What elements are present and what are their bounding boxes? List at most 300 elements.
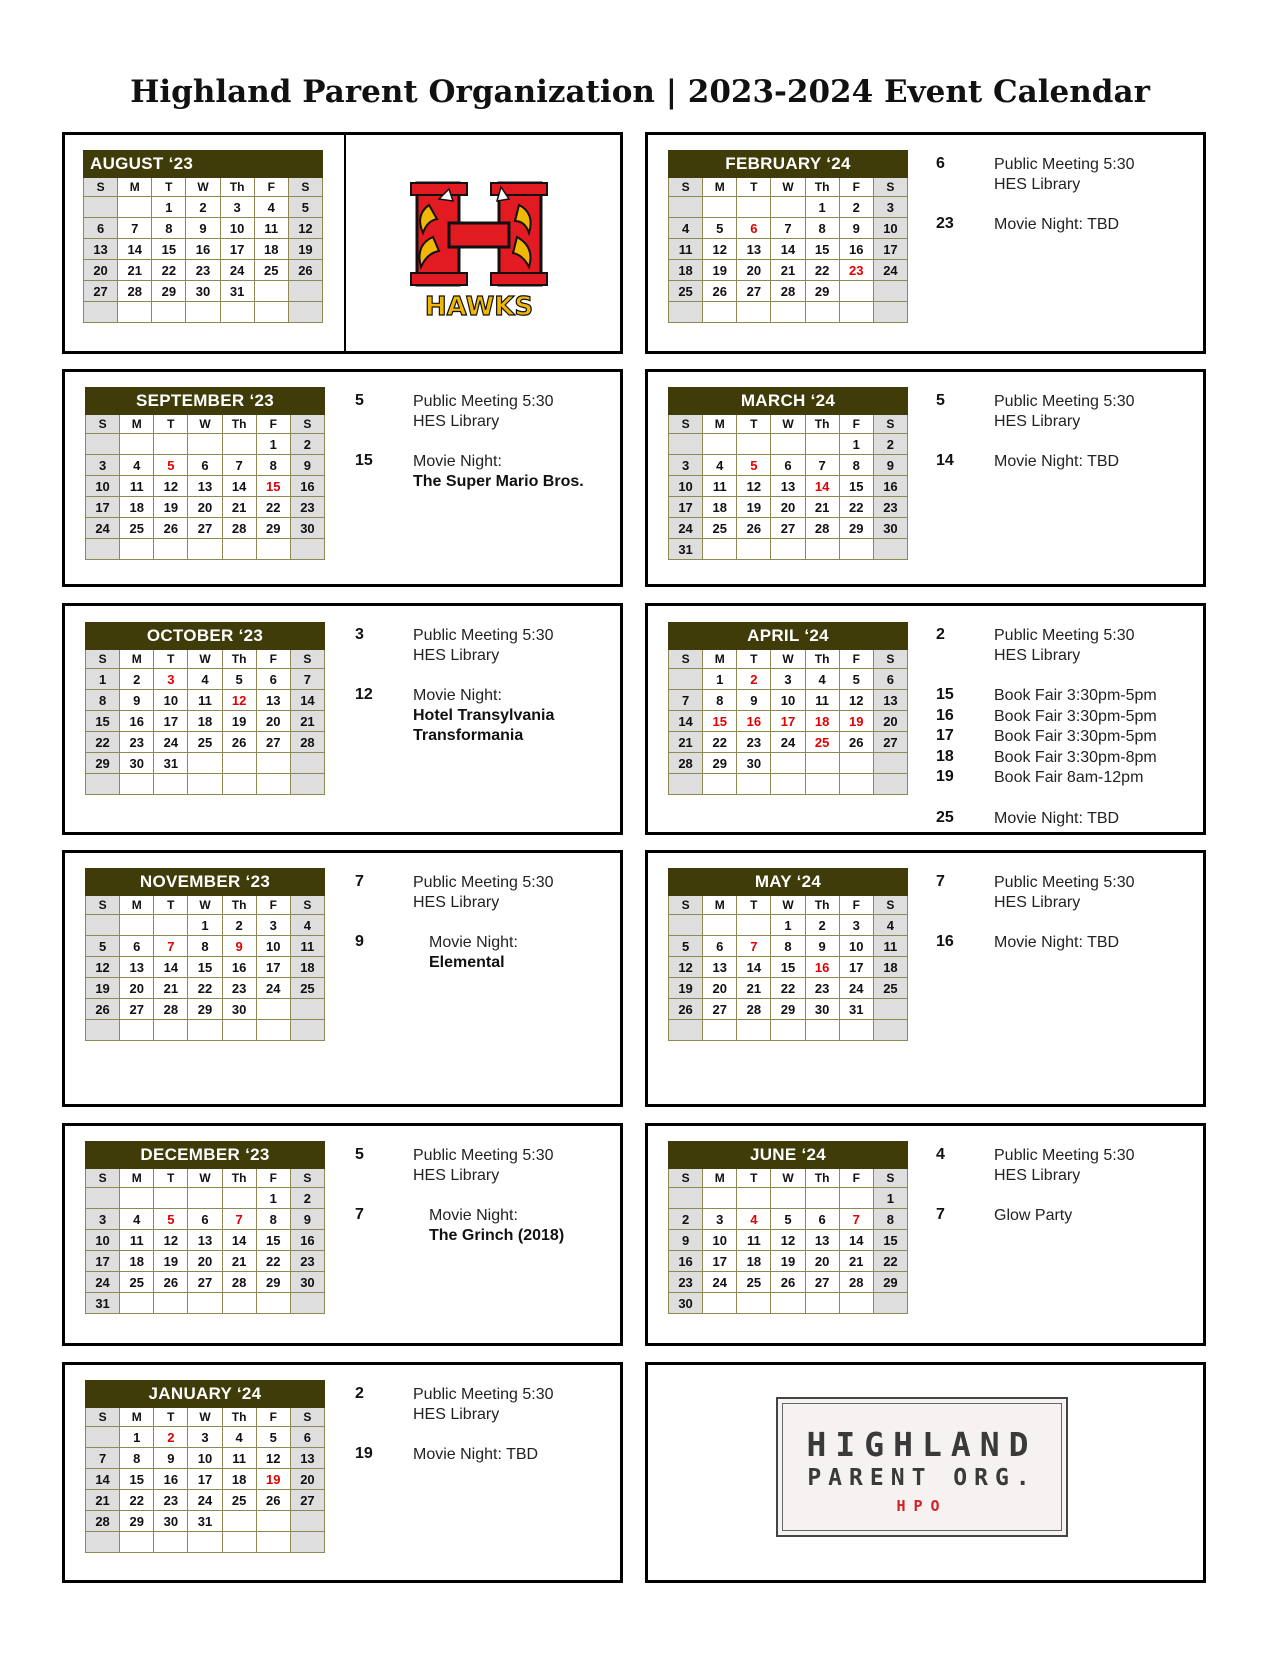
- event-text: Public Meeting 5:30: [994, 393, 1135, 410]
- weekday-label: S: [86, 1169, 120, 1188]
- calendar-week-row: [84, 260, 323, 281]
- calendar-empty-cell: [86, 774, 120, 795]
- weekday-label: W: [771, 415, 805, 434]
- weekday-label: M: [120, 1169, 154, 1188]
- calendar-week-row: [86, 539, 325, 560]
- calendar-day: 26: [288, 260, 322, 281]
- event-text: Movie Night:: [413, 687, 502, 704]
- calendar-day: 27: [188, 518, 222, 539]
- calendar-day: 29: [256, 1272, 290, 1293]
- event-movie-title: The Grinch (2018): [429, 1227, 565, 1244]
- calendar-day: 4: [669, 218, 703, 239]
- weekday-label: S: [669, 415, 703, 434]
- event-text: HES Library: [413, 647, 500, 664]
- calendar-day: 19: [669, 978, 703, 999]
- calendar-day: 25: [120, 518, 154, 539]
- calendar-day: 13: [256, 690, 290, 711]
- calendar-day: 4: [805, 669, 839, 690]
- calendar-day: 16: [290, 1230, 324, 1251]
- calendar-day: 29: [152, 281, 186, 302]
- calendar-day: 17: [873, 239, 907, 260]
- mini-calendar-aug: [83, 150, 323, 323]
- calendar-day: 5: [154, 455, 188, 476]
- calendar-empty-cell: [737, 197, 771, 218]
- weekday-label: F: [256, 650, 290, 669]
- event-item: [936, 727, 1195, 748]
- calendar-day: 29: [120, 1511, 154, 1532]
- calendar-day: 19: [86, 978, 120, 999]
- event-text: Book Fair 3:30pm-5pm: [994, 728, 1157, 745]
- calendar-day: 18: [254, 239, 288, 260]
- calendar-day: 18: [188, 711, 222, 732]
- calendar-day: 22: [771, 978, 805, 999]
- calendar-day: 8: [805, 218, 839, 239]
- calendar-empty-cell: [188, 774, 222, 795]
- event-description: [994, 392, 1195, 432]
- calendar-empty-cell: [737, 1188, 771, 1209]
- calendar-day: 17: [188, 1469, 222, 1490]
- calendar-day: 1: [703, 669, 737, 690]
- weekday-label: W: [188, 1169, 222, 1188]
- calendar-empty-cell: [737, 1293, 771, 1314]
- event-day: 17: [936, 727, 954, 744]
- calendar-week-row: [669, 1272, 908, 1293]
- calendar-day: 24: [86, 518, 120, 539]
- calendar-week-row: [84, 302, 323, 323]
- calendar-week-row: [86, 690, 325, 711]
- calendar-day: 22: [805, 260, 839, 281]
- calendar-day: 2: [290, 1188, 324, 1209]
- calendar-empty-cell: [188, 753, 222, 774]
- calendar-empty-cell: [154, 1532, 188, 1553]
- calendar-empty-cell: [873, 774, 907, 795]
- event-day: 16: [936, 706, 954, 724]
- weekday-header-row: [86, 1169, 325, 1188]
- calendar-day: 23: [290, 497, 324, 518]
- calendar-day: 16: [186, 239, 220, 260]
- panel-june: [645, 1123, 1206, 1346]
- calendar-day: 15: [188, 957, 222, 978]
- calendar-day: 30: [186, 281, 220, 302]
- calendar-week-row: [86, 455, 325, 476]
- calendar-day: 23: [186, 260, 220, 281]
- calendar-day: 15: [256, 476, 290, 497]
- calendar-day: 24: [86, 1272, 120, 1293]
- calendar-day: 4: [188, 669, 222, 690]
- calendar-day: 3: [839, 915, 873, 936]
- calendar-empty-cell: [839, 774, 873, 795]
- calendar-empty-cell: [254, 302, 288, 323]
- calendar-day: 26: [222, 732, 256, 753]
- calendar-day: 13: [703, 957, 737, 978]
- calendar-day: 1: [120, 1427, 154, 1448]
- month-header: MARCH ‘24: [669, 388, 908, 415]
- calendar-day: 15: [703, 711, 737, 732]
- calendar-day: 15: [771, 957, 805, 978]
- calendar-week-row: [86, 476, 325, 497]
- hawks-logo-icon: [409, 175, 549, 325]
- event-day: 3: [355, 626, 364, 643]
- calendar-empty-cell: [120, 1532, 154, 1553]
- calendar-day: 6: [873, 669, 907, 690]
- calendar-empty-cell: [188, 1020, 222, 1041]
- calendar-empty-cell: [669, 1020, 703, 1041]
- calendar-empty-cell: [737, 774, 771, 795]
- weekday-label: W: [771, 896, 805, 915]
- event-description: [413, 686, 612, 746]
- event-item: [355, 392, 612, 432]
- weekday-header-row: [669, 415, 908, 434]
- event-text: Movie Night:: [413, 453, 502, 470]
- calendar-day: 10: [839, 936, 873, 957]
- calendar-empty-cell: [220, 302, 254, 323]
- calendar-day: 21: [118, 260, 152, 281]
- weekday-label: T: [154, 1408, 188, 1427]
- calendar-day: 27: [290, 1490, 324, 1511]
- calendar-day: 17: [771, 711, 805, 732]
- calendar-day: 22: [839, 497, 873, 518]
- calendar-day: 13: [873, 690, 907, 711]
- event-item: [355, 1146, 612, 1186]
- calendar-day: 15: [873, 1230, 907, 1251]
- calendar-week-row: [669, 732, 908, 753]
- calendar-empty-cell: [669, 434, 703, 455]
- calendar-day: 24: [256, 978, 290, 999]
- calendar-week-row: [669, 434, 908, 455]
- calendar-empty-cell: [805, 302, 839, 323]
- calendar-empty-cell: [771, 753, 805, 774]
- weekday-label: F: [839, 1169, 873, 1188]
- calendar-day: 29: [188, 999, 222, 1020]
- calendar-empty-cell: [256, 999, 290, 1020]
- calendar-empty-cell: [86, 915, 120, 936]
- weekday-label: S: [669, 1169, 703, 1188]
- calendar-day: 7: [86, 1448, 120, 1469]
- weekday-label: W: [188, 650, 222, 669]
- calendar-day: 12: [839, 690, 873, 711]
- weekday-label: S: [669, 650, 703, 669]
- event-day: 2: [936, 626, 945, 643]
- event-day: 14: [936, 452, 954, 469]
- calendar-day: 27: [188, 1272, 222, 1293]
- event-description: [413, 626, 612, 666]
- calendar-week-row: [669, 1188, 908, 1209]
- calendar-empty-cell: [186, 302, 220, 323]
- calendar-week-row: [84, 197, 323, 218]
- calendar-day: 18: [120, 497, 154, 518]
- event-description: [994, 707, 1195, 728]
- event-text: Public Meeting 5:30: [994, 874, 1135, 891]
- calendar-empty-cell: [805, 774, 839, 795]
- calendar-day: 24: [154, 732, 188, 753]
- calendar-day: 18: [222, 1469, 256, 1490]
- event-text: Public Meeting 5:30: [994, 1147, 1135, 1164]
- calendar-day: 30: [669, 1293, 703, 1314]
- calendar-day: 25: [120, 1272, 154, 1293]
- weekday-label: T: [737, 650, 771, 669]
- calendar-day: 25: [737, 1272, 771, 1293]
- calendar-day: 5: [288, 197, 322, 218]
- calendar-day: 22: [120, 1490, 154, 1511]
- page-title: Highland Parent Organization | 2023-2024 Event Calendar: [130, 74, 1150, 110]
- weekday-label: T: [154, 415, 188, 434]
- calendar-week-row: [669, 476, 908, 497]
- weekday-label: S: [86, 1408, 120, 1427]
- calendar-empty-cell: [86, 1427, 120, 1448]
- calendar-week-row: [86, 497, 325, 518]
- calendar-empty-cell: [737, 915, 771, 936]
- event-description: [413, 1146, 612, 1186]
- calendar-day: 8: [873, 1209, 907, 1230]
- calendar-day: 18: [669, 260, 703, 281]
- calendar-day: 12: [288, 218, 322, 239]
- calendar-day: 19: [222, 711, 256, 732]
- calendar-empty-cell: [873, 753, 907, 774]
- panel-august: [62, 132, 623, 354]
- event-day: 25: [936, 808, 954, 826]
- event-description: [994, 215, 1195, 235]
- event-item: [936, 768, 1195, 789]
- calendar-empty-cell: [839, 1188, 873, 1209]
- calendar-day: 28: [771, 281, 805, 302]
- calendar-day: 23: [154, 1490, 188, 1511]
- calendar-day: 26: [86, 999, 120, 1020]
- weekday-label: Th: [805, 1169, 839, 1188]
- weekday-label: W: [771, 178, 805, 197]
- calendar-day: 8: [152, 218, 186, 239]
- month-header: JANUARY ‘24: [86, 1381, 325, 1408]
- weekday-header-row: [669, 178, 908, 197]
- weekday-label: F: [256, 1408, 290, 1427]
- calendar-empty-cell: [290, 1020, 324, 1041]
- calendar-day: 23: [222, 978, 256, 999]
- calendar-empty-cell: [222, 1188, 256, 1209]
- panel-november: [62, 850, 623, 1107]
- calendar-day: 23: [669, 1272, 703, 1293]
- event-description: [994, 809, 1195, 830]
- month-header: OCTOBER ‘23: [86, 623, 325, 650]
- calendar-empty-cell: [873, 281, 907, 302]
- calendar-day: 24: [220, 260, 254, 281]
- calendar-day: 11: [805, 690, 839, 711]
- calendar-day: 9: [290, 1209, 324, 1230]
- calendar-day: 22: [86, 732, 120, 753]
- calendar-week-row: [669, 999, 908, 1020]
- calendar-day: 2: [839, 197, 873, 218]
- event-item: [936, 686, 1195, 707]
- weekday-label: S: [288, 178, 322, 197]
- event-list-oct: [355, 626, 612, 766]
- calendar-day: 16: [222, 957, 256, 978]
- weekday-header-row: [86, 1408, 325, 1427]
- calendar-day: 2: [290, 434, 324, 455]
- calendar-day: 25: [188, 732, 222, 753]
- calendar-empty-cell: [771, 197, 805, 218]
- calendar-day: 13: [120, 957, 154, 978]
- calendar-week-row: [86, 774, 325, 795]
- event-text: Public Meeting 5:30: [994, 627, 1135, 644]
- calendar-day: 28: [154, 999, 188, 1020]
- calendar-empty-cell: [839, 1293, 873, 1314]
- calendar-day: 19: [839, 711, 873, 732]
- calendar-day: 15: [805, 239, 839, 260]
- calendar-day: 13: [737, 239, 771, 260]
- event-text: Movie Night: TBD: [994, 453, 1120, 470]
- calendar-day: 27: [737, 281, 771, 302]
- event-day: 16: [936, 933, 954, 950]
- calendar-empty-cell: [86, 1020, 120, 1041]
- calendar-day: 23: [805, 978, 839, 999]
- calendar-day: 17: [220, 239, 254, 260]
- calendar-day: 1: [188, 915, 222, 936]
- calendar-empty-cell: [703, 539, 737, 560]
- weekday-header-row: [86, 650, 325, 669]
- weekday-label: F: [839, 896, 873, 915]
- calendar-empty-cell: [222, 1020, 256, 1041]
- calendar-week-row: [86, 936, 325, 957]
- weekday-label: S: [669, 178, 703, 197]
- calendar-day: 25: [669, 281, 703, 302]
- event-day: 15: [936, 686, 954, 703]
- calendar-empty-cell: [290, 539, 324, 560]
- event-item: [936, 155, 1195, 195]
- calendar-day: 2: [873, 434, 907, 455]
- weekday-label: M: [703, 896, 737, 915]
- calendar-day: 15: [839, 476, 873, 497]
- calendar-day: 4: [120, 1209, 154, 1230]
- weekday-label: F: [256, 1169, 290, 1188]
- weekday-label: Th: [222, 415, 256, 434]
- calendar-empty-cell: [805, 1020, 839, 1041]
- calendar-day: 1: [839, 434, 873, 455]
- calendar-day: 12: [703, 239, 737, 260]
- calendar-day: 14: [669, 711, 703, 732]
- calendar-day: 26: [771, 1272, 805, 1293]
- calendar-day: 15: [120, 1469, 154, 1490]
- calendar-week-row: [669, 1209, 908, 1230]
- calendar-empty-cell: [873, 1293, 907, 1314]
- calendar-day: 12: [86, 957, 120, 978]
- event-day: 19: [355, 1445, 373, 1462]
- calendar-day: 13: [805, 1230, 839, 1251]
- calendar-day: 13: [84, 239, 118, 260]
- calendar-day: 8: [188, 936, 222, 957]
- weekday-label: F: [839, 178, 873, 197]
- calendar-day: 6: [256, 669, 290, 690]
- event-item: [936, 215, 1195, 235]
- weekday-label: F: [839, 650, 873, 669]
- calendar-week-row: [84, 218, 323, 239]
- calendar-day: 20: [188, 1251, 222, 1272]
- calendar-day: 9: [154, 1448, 188, 1469]
- month-header: JUNE ‘24: [669, 1142, 908, 1169]
- calendar-day: 11: [703, 476, 737, 497]
- calendar-week-row: [86, 1272, 325, 1293]
- calendar-day: 25: [222, 1490, 256, 1511]
- calendar-day: 21: [669, 732, 703, 753]
- calendar-day: 4: [254, 197, 288, 218]
- event-item: [355, 686, 612, 746]
- calendar-empty-cell: [222, 753, 256, 774]
- calendar-week-row: [86, 753, 325, 774]
- calendar-day: 14: [118, 239, 152, 260]
- calendar-day: 27: [84, 281, 118, 302]
- event-movie-title: The Super Mario Bros.: [413, 473, 584, 490]
- event-text: Public Meeting 5:30: [413, 627, 554, 644]
- event-description: [413, 1385, 612, 1425]
- month-header: MAY ‘24: [669, 869, 908, 896]
- calendar-day: 21: [839, 1251, 873, 1272]
- calendar-empty-cell: [873, 302, 907, 323]
- calendar-day: 10: [873, 218, 907, 239]
- calendar-day: 4: [120, 455, 154, 476]
- panel-january: [62, 1362, 623, 1583]
- calendar-day: 20: [256, 711, 290, 732]
- calendar-week-row: [86, 669, 325, 690]
- event-text: Movie Night: TBD: [994, 934, 1120, 951]
- calendar-day: 17: [703, 1251, 737, 1272]
- event-item: [936, 452, 1195, 472]
- calendar-day: 17: [154, 711, 188, 732]
- calendar-day: 26: [154, 518, 188, 539]
- event-text: HES Library: [994, 176, 1081, 193]
- event-description: [994, 748, 1195, 769]
- calendar-day: 3: [256, 915, 290, 936]
- calendar-day: 6: [771, 455, 805, 476]
- event-text: Book Fair 3:30pm-5pm: [994, 687, 1157, 704]
- calendar-week-row: [86, 1469, 325, 1490]
- mini-calendar-sep: [85, 387, 325, 560]
- calendar-day: 22: [256, 1251, 290, 1272]
- calendar-day: 24: [771, 732, 805, 753]
- calendar-day: 8: [256, 455, 290, 476]
- calendar-day: 9: [737, 690, 771, 711]
- calendar-day: 18: [737, 1251, 771, 1272]
- calendar-day: 11: [120, 1230, 154, 1251]
- calendar-empty-cell: [256, 1020, 290, 1041]
- event-item: [936, 1206, 1195, 1226]
- calendar-day: 7: [839, 1209, 873, 1230]
- weekday-label: W: [771, 650, 805, 669]
- calendar-day: 25: [873, 978, 907, 999]
- event-text: HES Library: [413, 894, 500, 911]
- event-text: Movie Night:: [429, 934, 518, 951]
- calendar-week-row: [86, 999, 325, 1020]
- calendar-day: 2: [222, 915, 256, 936]
- calendar-day: 4: [290, 915, 324, 936]
- calendar-day: 9: [222, 936, 256, 957]
- calendar-empty-cell: [839, 753, 873, 774]
- calendar-empty-cell: [86, 1532, 120, 1553]
- event-text: HES Library: [994, 894, 1081, 911]
- calendar-empty-cell: [256, 1532, 290, 1553]
- calendar-day: 14: [290, 690, 324, 711]
- event-description: [994, 452, 1195, 472]
- month-header: SEPTEMBER ‘23: [86, 388, 325, 415]
- calendar-day: 30: [873, 518, 907, 539]
- calendar-week-row: [669, 281, 908, 302]
- calendar-day: 9: [839, 218, 873, 239]
- calendar-day: 21: [290, 711, 324, 732]
- calendar-day: 11: [737, 1230, 771, 1251]
- event-description: [413, 873, 612, 913]
- calendar-day: 11: [290, 936, 324, 957]
- calendar-day: 22: [256, 497, 290, 518]
- event-day: 2: [355, 1385, 364, 1402]
- calendar-empty-cell: [188, 434, 222, 455]
- calendar-empty-cell: [669, 1188, 703, 1209]
- calendar-week-row: [669, 218, 908, 239]
